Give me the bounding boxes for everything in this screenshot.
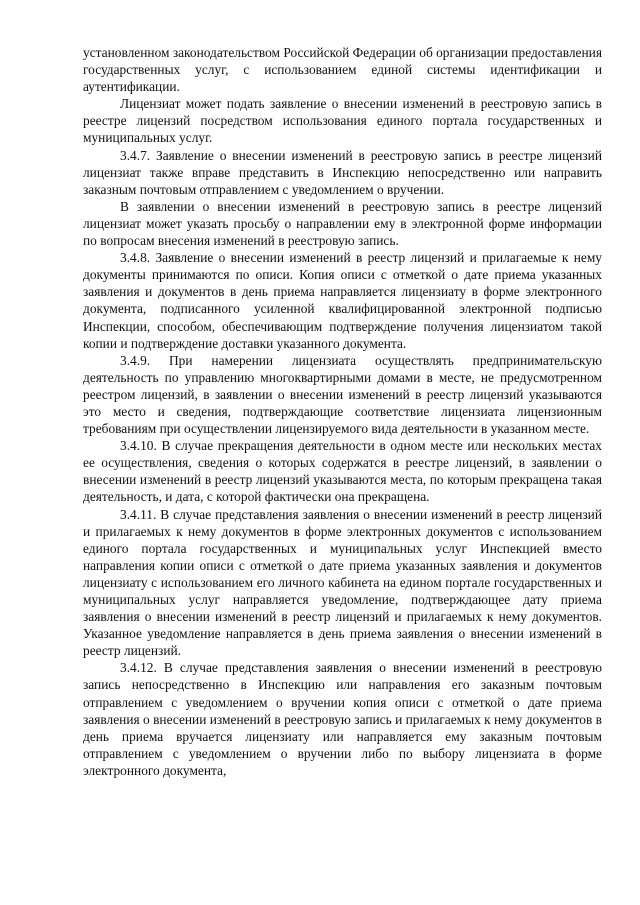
paragraph-3-4-10: 3.4.10. В случае прекращения деятельности в одном месте или нескольких местах ее осуществления, сведения о которых содержатся в реестре лицензий, в заявлении о внесении изменений в реестр лицензий указываются места, по которым прекращена такая деятельность, и дата, с которой фактически она прекращена. — [83, 438, 602, 505]
paragraph-3-4-11: 3.4.11. В случае представления заявления о внесении изменений в реестр лицензий и прилагаемых к нему документов в форме электронных документов с использованием единого портала государственных и муниципальных услуг Инспекцией вместо направления копии описи с отметкой о дате приема указанных заявления и документов лицензиату с использованием его личного кабинета на едином портале государственных и муниципальных услуг направляется уведомление, подтверждающее дату приема заявления о внесении изменений в реестр лицензий и прилагаемых к нему документов. Указанное уведомление направляется в день приема заявления о внесении изменений в реестр лицензий. — [83, 506, 602, 659]
paragraph-portal-application: Лицензиат может подать заявление о внесении изменений в реестровую запись в реестре лицензий посредством использования единого портала государственных и муниципальных услуг. — [83, 96, 602, 146]
paragraph-electronic-request: В заявлении о внесении изменений в реестровую запись в реестре лицензий лицензиат может указать просьбу о направлении ему в электронной форме информации по вопросам внесения изменений в реестровую запись. — [83, 198, 602, 249]
paragraph-3-4-9: 3.4.9. При намерении лицензиата осуществлять предпринимательскую деятельность по управлению многоквартирными домами в месте, не предусмотренном реестром лицензий, в заявлении о внесении изменений в реестр лицензий указываются это место и сведения, подтверждающие соответствие лицензиата лицензионным требованиям при осуществлении лицензируемого вида деятельности в указанном месте. — [83, 352, 602, 437]
paragraph-3-4-7: 3.4.7. Заявление о внесении изменений в реестровую запись в реестре лицензий лицензиат также вправе представить в Инспекцию непосредственно или направить заказным почтовым отправлением с уведомлением о вручении. — [83, 147, 602, 197]
document-page — [83, 44, 602, 779]
paragraph-3-4-12: 3.4.12. В случае представления заявления о внесении изменений в реестровую запись непосредственно в Инспекцию или направления его заказным почтовым отправлением с уведомлением о вручении копия описи с отметкой о дате приема заявления о внесении изменений в реестровую запись и прилагаемых к нему документов в день приема вручается лицензиату или направляется ему заказным почтовым отправлением с уведомлением о вручении либо по выбору лицензиата в форме электронного документа, — [83, 660, 602, 778]
paragraph-continuation: установленном законодательством Российской Федерации об организации предоставления государственных услуг, с использованием единой системы идентификации и аутентификации. — [83, 45, 602, 95]
paragraph-3-4-8: 3.4.8. Заявление о внесении изменений в реестр лицензий и прилагаемые к нему документы принимаются по описи. Копия описи с отметкой о дате приема указанных заявления и документов в день приема направляется лицензиату в форме электронного документа, подписанного усиленной квалифицированной электронной подписью Инспекции, способом, обеспечивающим подтверждение получения лицензиатом такой копии и подтверждение доставки указанного документа. — [83, 250, 602, 351]
